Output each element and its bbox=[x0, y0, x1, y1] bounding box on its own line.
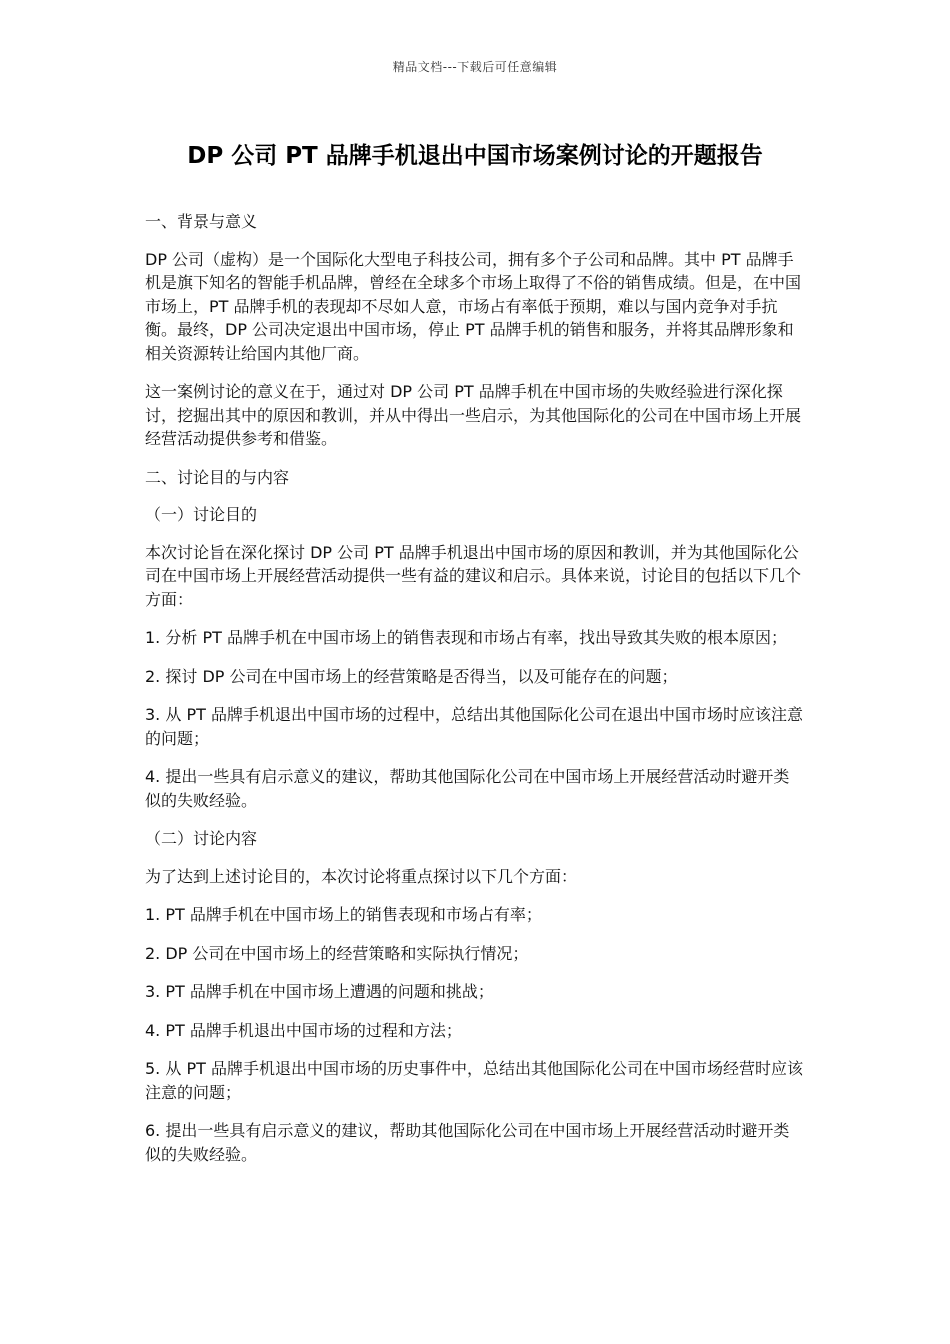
paragraph: 为了达到上述讨论目的，本次讨论将重点探讨以下几个方面： bbox=[145, 866, 578, 886]
list-item: 1. PT 品牌手机在中国市场上的销售表现和市场占有率； bbox=[145, 905, 542, 924]
list-item: 1. 分析 PT 品牌手机在中国市场上的销售表现和市场占有率，找出导致其失败的根本原因； bbox=[145, 628, 787, 647]
list-item: 5. 从 PT 品牌手机退出中国市场的历史事件中，总结出其他国际化公司在中国市场经营时应该注意的问题； bbox=[145, 1059, 803, 1102]
subsection-heading: （二）讨论内容 bbox=[145, 829, 258, 848]
list-item: 2. DP 公司在中国市场上的经营策略和实际执行情况； bbox=[145, 943, 529, 963]
section-heading: 二、讨论目的与内容 bbox=[145, 467, 290, 487]
paragraph: 这一案例讨论的意义在于，通过对 DP 公司 PT 品牌手机在中国市场的失败经验进行深化探讨，挖掘出其中的原因和教训，并从中得出一些启示，为其他国际化的公司在中国市场上开展经营活动提供参考和借鉴。 bbox=[145, 382, 802, 448]
list-item: 4. 提出一些具有启示意义的建议，帮助其他国际化公司在中国市场上开展经营活动时避开类似的失败经验。 bbox=[145, 767, 790, 810]
paragraph: 本次讨论旨在深化探讨 DP 公司 PT 品牌手机退出中国市场的原因和教训，并为其他国际化公司在中国市场上开展经营活动提供一些有益的建议和启示。具体来说，讨论目的包括以下几个方面： bbox=[145, 542, 802, 609]
document-title: DP 公司 PT 品牌手机退出中国市场案例讨论的开题报告 bbox=[187, 143, 763, 169]
list-item: 3. 从 PT 品牌手机退出中国市场的过程中，总结出其他国际化公司在退出中国市场时应该注意的问题； bbox=[145, 705, 803, 748]
document-body bbox=[145, 210, 805, 1181]
list-item: 4. PT 品牌手机退出中国市场的过程和方法； bbox=[145, 1020, 462, 1040]
section-heading: 一、背景与意义 bbox=[145, 212, 258, 231]
list-item: 6. 提出一些具有启示意义的建议，帮助其他国际化公司在中国市场上开展经营活动时避开类似的失败经验。 bbox=[145, 1121, 790, 1164]
paragraph: DP 公司（虚构）是一个国际化大型电子科技公司，拥有多个子公司和品牌。其中 PT 品牌手机是旗下知名的智能手机品牌，曾经在全球多个市场上取得了不俗的销售成绩。但是，在中国市场上，PT 品牌手机的表现却不尽如人意，市场占有率低于预期，难以与国内竞争对手抗衡。最终，DP 公司决定退出中国市场，停止 PT 品牌手机的销售和服务，并将其品牌形象和相关资源转让给国内其他厂商。 bbox=[145, 249, 802, 363]
subsection-heading: （一）讨论目的 bbox=[145, 505, 258, 524]
list-item: 2. 探讨 DP 公司在中国市场上的经营策略是否得当，以及可能存在的问题； bbox=[145, 666, 678, 686]
list-item: 3. PT 品牌手机在中国市场上遭遇的问题和挑战； bbox=[145, 982, 494, 1001]
page-header: 精品文档---下载后可任意编辑 bbox=[392, 60, 558, 74]
